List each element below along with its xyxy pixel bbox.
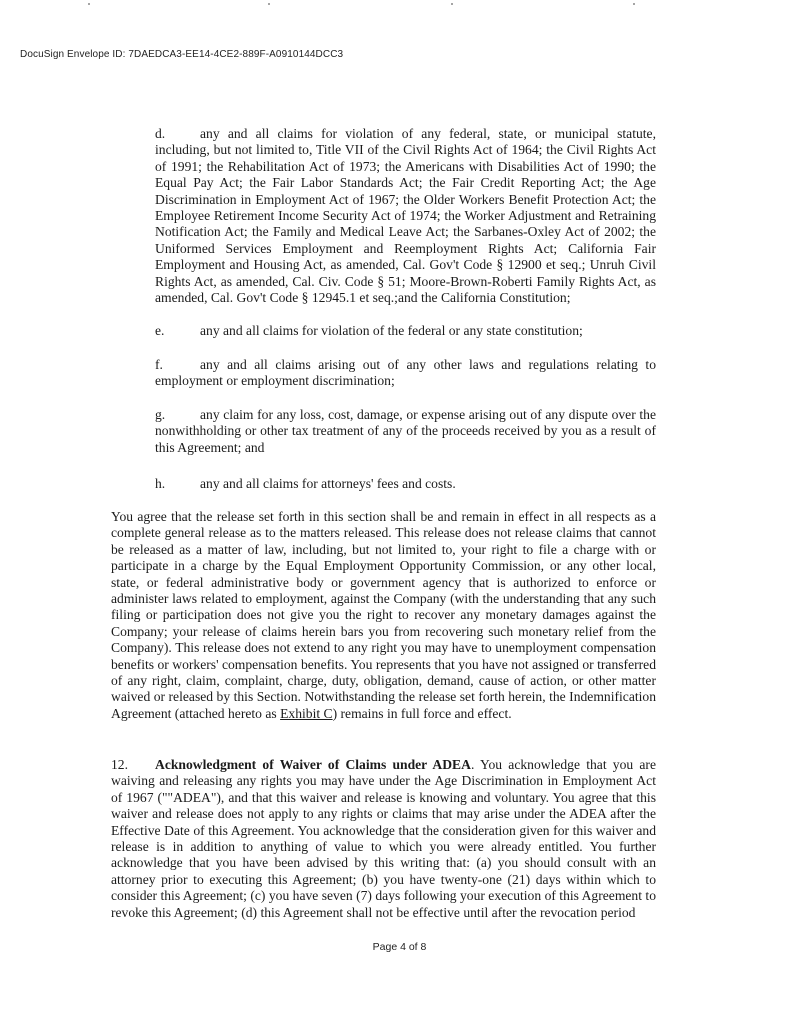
exhibit-reference: Exhibit C — [280, 705, 333, 721]
list-item-label: h. — [155, 476, 166, 491]
release-text-end: ) remains in full force and effect. — [332, 705, 512, 721]
list-item-d — [155, 126, 656, 306]
list-item-text: any claim for any loss, cost, damage, or expense arising out of any dispute over the nonwithholding or other tax treatment of any of the proceeds received by you as a result of this Agreement; and — [155, 407, 656, 455]
list-item-f — [155, 357, 656, 390]
section-heading: Acknowledgment of Waiver of Claims under ADEA — [155, 757, 471, 772]
list-item-label: d. — [155, 126, 166, 141]
docusign-envelope-id: DocuSign Envelope ID: 7DAEDCA3-EE14-4CE2-889F-A0910144DCC3 — [20, 49, 344, 60]
list-item-text: any and all claims for violation of the federal or any state constitution; — [200, 323, 583, 338]
section-number: 12. — [111, 757, 128, 772]
scan-speck — [88, 3, 90, 5]
list-item-e — [155, 323, 656, 339]
list-item-text: any and all claims for violation of any federal, state, or municipal statute, including, but not limited to, Title VII of the Civil Rights Act of 1964; the Civil Rights Act of 1991; the Rehabilitation Act of 1973; the Americans with Disabilities Act of 1990; the Equal Pay Act; the Fair Labor Standards Act; the Fair Credit Reporting Act; the Age Discrimination in Employment Act of 1967; the Older Workers Benefit Protection Act; the Employee Retirement Income Security Act of 1974; the Worker Adjustment and Retraining Notification Act; the Family and Medical Leave Act; the Sarbanes-Oxley Act of 2002; the Uniformed Services Employment and Reemployment Rights Act; California Fair Employment and Housing Act, as amended, Cal. Gov't Code § 12900 et seq.; Unruh Civil Rights Act, as amended, Cal. Civ. Code § 51; Moore-Brown-Roberti Family Rights Act, as amended, Cal. Gov't Code § 12945.1 et seq.;and the California Constitution; — [155, 126, 656, 306]
list-item-label: e. — [155, 323, 165, 338]
scan-speck — [451, 3, 453, 5]
list-item-label: g. — [155, 407, 166, 422]
section-text: . You acknowledge that you are waiving and releasing any rights you may have under the Age Discrimination in Employment Act of 1967 (""ADEA"), and that this waiver and release is knowing and voluntary. You agree that this waiver and release does not apply to any rights or claims that may arise under the ADEA after the Effective Date of this Agreement. You acknowledge that the consideration given for this waiver and release is in addition to anything of value to which you were already entitled. You further acknowledge that you have been advised by this writing that: (a) you should consult with an attorney prior to executing this Agreement; (b) you have twenty-one (21) days within which to consider this Agreement; (c) you have seven (7) days following your execution of this Agreement to revoke this Agreement; (d) this Agreement shall not be effective until after the revocation period — [111, 757, 656, 920]
list-item-g — [155, 407, 656, 456]
release-paragraph — [111, 509, 656, 722]
scan-speck — [268, 3, 270, 5]
list-item-label: f. — [155, 357, 163, 372]
section-12 — [111, 757, 656, 921]
scan-speck — [633, 3, 635, 5]
release-text: You agree that the release set forth in this section shall be and remain in effect in all respects as a complete general release as to the matters released. This release does not release claims that cannot be released as a matter of law, including, but not limited to, your right to file a charge with or participate in a charge by the Equal Employment Opportunity Commission, or any other local, state, or federal administrative body or government agency that is authorized to enforce or administer laws related to employment, against the Company (with the understanding that any such filing or participation does not give you the right to recover any monetary damages against the Company; your release of claims herein bars you from recovering such monetary relief from the Company). This release does not extend to any right you may have to unemployment compensation benefits or workers' compensation benefits. You represents that you have not assigned or transferred of any right, claim, complaint, charge, duty, obligation, demand, cause of action, or other matter waived or released by this Section. Notwithstanding the release set forth herein, the Indemnification Agreement (attached hereto as — [111, 509, 656, 721]
page-number: Page 4 of 8 — [372, 941, 427, 953]
list-item-text: any and all claims for attorneys' fees and costs. — [200, 476, 456, 491]
list-item-h — [155, 476, 656, 492]
list-item-text: any and all claims arising out of any other laws and regulations relating to employment or employment discrimination; — [155, 357, 656, 389]
